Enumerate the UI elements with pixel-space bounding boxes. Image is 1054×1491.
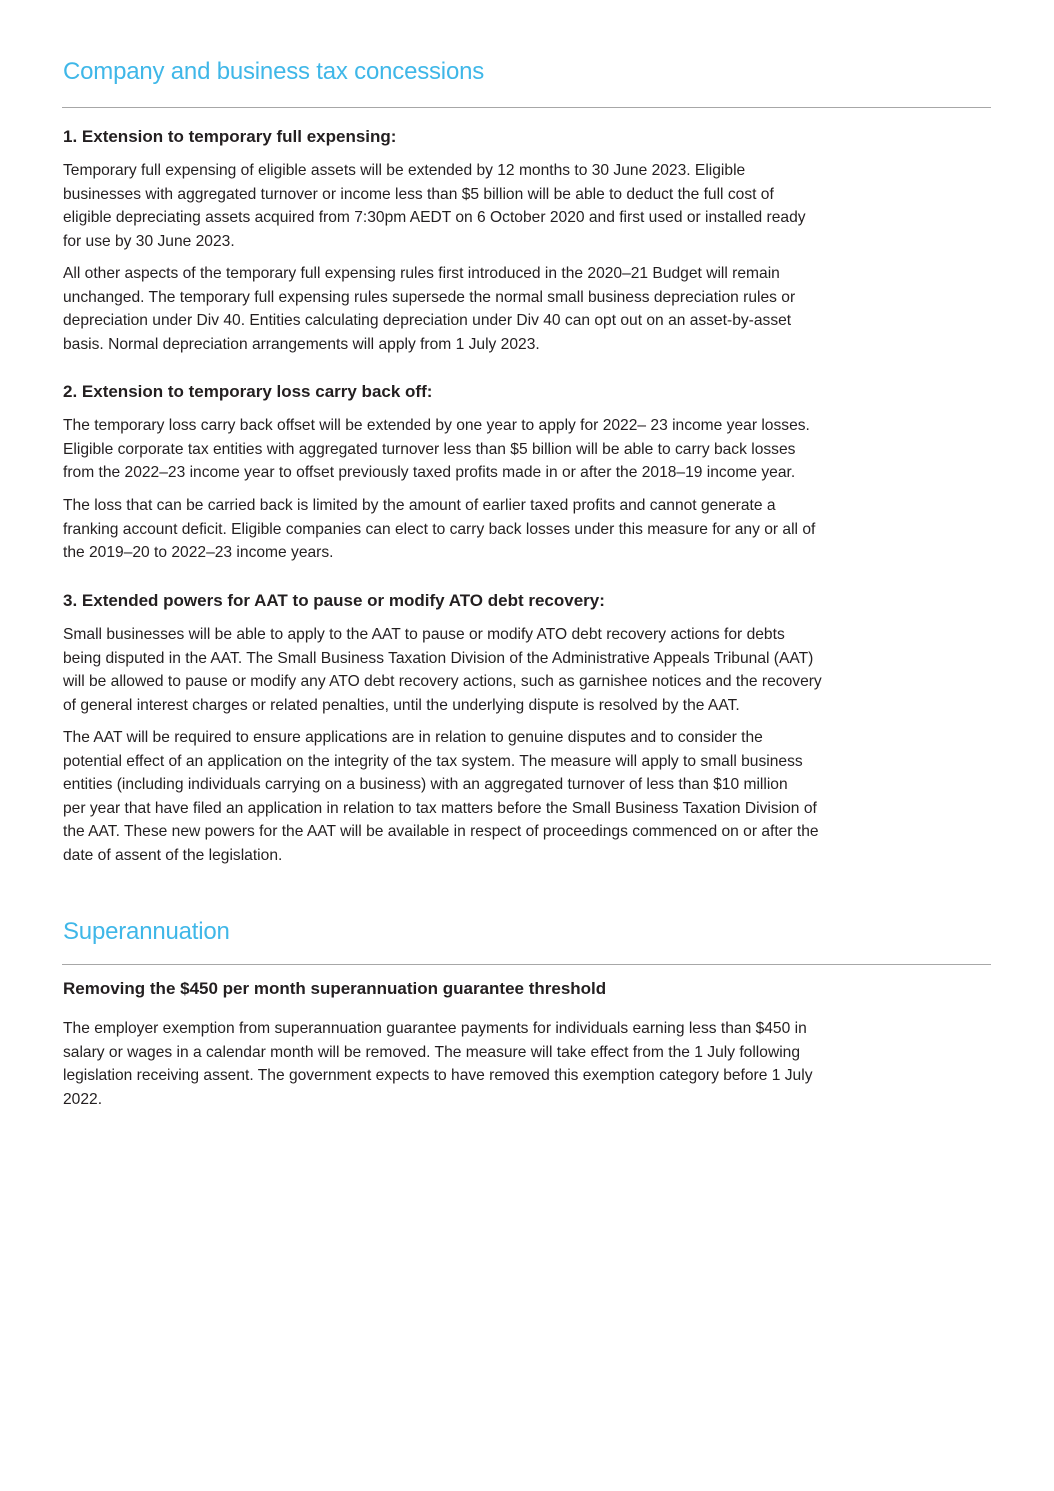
section-title-company-tax: Company and business tax concessions xyxy=(63,58,485,85)
text-line: for use by 30 June 2023. xyxy=(63,232,235,250)
text-line: The loss that can be carried back is limited by the amount of earlier taxed profits and cannot generate a xyxy=(63,497,776,514)
text-line: Small businesses will be able to apply to the AAT to pause or modify ATO debt recovery actions for debts xyxy=(63,626,785,643)
text-line: being disputed in the AAT. The Small Business Taxation Division of the Administrative Appeals Tribunal (AAT) xyxy=(63,649,814,667)
subheading-aat-powers: 3. Extended powers for AAT to pause or modify ATO debt recovery: xyxy=(63,591,605,610)
text-line: per year that have filed an application in relation to tax matters before the Small Business Taxation Division of xyxy=(63,799,817,817)
text-line: All other aspects of the temporary full expensing rules first introduced in the 2020–21 Budget will remain xyxy=(63,265,780,282)
section-title-superannuation: Superannuation xyxy=(63,918,230,945)
text-line: unchanged. The temporary full expensing rules supersede the normal small business depreciation rules or xyxy=(63,288,796,306)
text-line: eligible depreciating assets acquired from 7:30pm AEDT on 6 October 2020 and first used or installed ready xyxy=(63,209,806,226)
subheading-loss-carry-back: 2. Extension to temporary loss carry back off: xyxy=(63,382,433,401)
paragraph xyxy=(63,726,913,867)
paragraph xyxy=(63,1017,913,1111)
subheading-sg-threshold: Removing the $450 per month superannuation guarantee threshold xyxy=(63,979,607,998)
text-line: Temporary full expensing of eligible assets will be extended by 12 months to 30 June 2023. Eligible xyxy=(63,162,746,179)
text-line: date of assent of the legislation. xyxy=(63,846,283,864)
text-line: basis. Normal depreciation arrangements will apply from 1 July 2023. xyxy=(63,335,540,353)
text-line: of general interest charges or related penalties, until the underlying dispute is resolved by the AAT. xyxy=(63,696,740,714)
text-line: The employer exemption from superannuation guarantee payments for individuals earning less than $450 in xyxy=(63,1020,807,1037)
text-line: the 2019–20 to 2022–23 income years. xyxy=(63,544,334,561)
text-line: 2022. xyxy=(63,1090,103,1108)
section-divider xyxy=(62,964,991,965)
paragraph xyxy=(63,414,913,485)
text-line: salary or wages in a calendar month will be removed. The measure will take effect from the 1 July following xyxy=(63,1043,801,1061)
paragraph xyxy=(63,159,913,253)
text-line: Eligible corporate tax entities with aggregated turnover less than $5 billion will be able to carry back losses xyxy=(63,440,796,458)
subheading-full-expensing: 1. Extension to temporary full expensing: xyxy=(63,127,397,146)
text-line: from the 2022–23 income year to offset previously taxed profits made in or after the 2018–19 income year. xyxy=(63,464,796,481)
text-line: The temporary loss carry back offset will be extended by one year to apply for 2022– 23 income year losses. xyxy=(63,417,810,434)
text-line: legislation receiving assent. The government expects to have removed this exemption category before 1 July xyxy=(63,1067,813,1084)
paragraph xyxy=(63,623,913,717)
text-line: will be allowed to pause or modify any ATO debt recovery actions, such as garnishee notices and the recovery xyxy=(63,673,822,690)
text-line: The AAT will be required to ensure applications are in relation to genuine disputes and to consider the xyxy=(63,729,763,746)
text-line: businesses with aggregated turnover or income less than $5 billion will be able to deduct the full cost of xyxy=(63,185,774,203)
text-line: the AAT. These new powers for the AAT will be available in respect of proceedings commenced on or after the xyxy=(63,823,819,840)
paragraph xyxy=(63,494,913,565)
paragraph xyxy=(63,262,913,356)
text-line: franking account deficit. Eligible companies can elect to carry back losses under this measure for any or all of xyxy=(63,520,816,538)
text-line: depreciation under Div 40. Entities calculating depreciation under Div 40 can opt out on an asset-by-asset xyxy=(63,312,792,329)
text-line: potential effect of an application on the integrity of the tax system. The measure will apply to small business xyxy=(63,752,803,770)
text-line: entities (including individuals carrying on a business) with an aggregated turnover of less than $10 million xyxy=(63,776,788,793)
section-divider xyxy=(62,107,991,108)
